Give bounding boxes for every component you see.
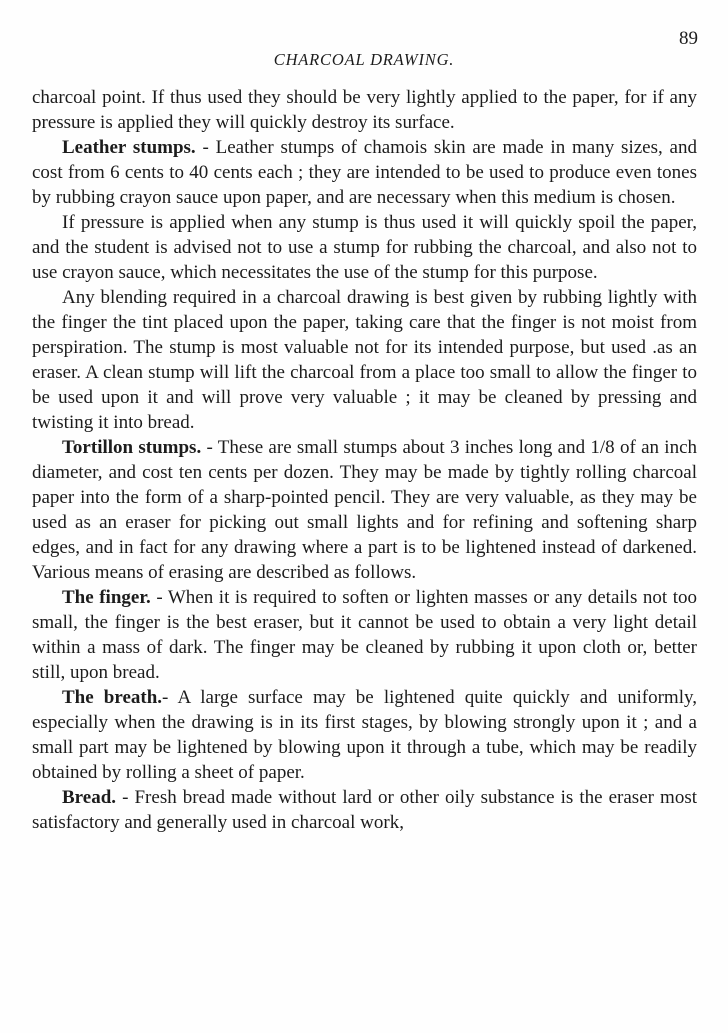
paragraph-lead: Bread.	[62, 787, 117, 808]
paragraph	[32, 285, 697, 435]
paragraph-text: - A large surface may be lightened quite quickly and uniformly, especially when the drawing is in its first stages, by blowing strongly upon it ; and a small part may be lightened by blowing upon it through a tube, which may be readily obtained by rolling a sheet of paper.	[32, 687, 697, 783]
paragraph-text: Any blending required in a charcoal drawing is best given by rubbing lightly with the finger the tint placed upon the paper, taking care that the finger is not moist from perspiration. The stump is most valuable not for its intended purpose, but used .as an eraser. A clean stump will lift the charcoal from a place too small to allow the finger to be used upon it and will prove very valuable ; it may be cleaned by pressing and twisting it into bread.	[32, 287, 697, 433]
page-number: 89	[679, 28, 698, 49]
paragraph-lead: Leather stumps.	[62, 137, 196, 158]
body-text	[32, 85, 697, 835]
paragraph-text: If pressure is applied when any stump is thus used it will quickly spoil the paper, and the student is advised not to use a stump for rubbing the charcoal, and also not to use crayon sauce, which necessitates the use of the stump for this purpose.	[32, 212, 697, 283]
paragraph-lead: The breath.	[62, 687, 163, 708]
paragraph-text: - These are small stumps about 3 inches long and 1/8 of an inch diameter, and cost ten cents per dozen. They may be made by tightly rolling charcoal paper into the form of a sharp-pointed pencil. They are very valuable, as they may be used as an eraser for picking out small lights and for refining and softening sharp edges, and in fact for any drawing where a part is to be lightened instead of darkened. Various means of erasing are described as follows.	[32, 437, 697, 583]
paragraph	[32, 785, 697, 835]
paragraph-text: - When it is required to soften or lighten masses or any details not too small, the finger is the best eraser, but it cannot be used to obtain a very light detail within a mass of dark. The finger may be cleaned by rubbing it upon cloth or, better still, upon bread.	[32, 587, 698, 683]
paragraph-lead: The finger.	[62, 587, 151, 608]
paragraph-text: - Fresh bread made without lard or other oily substance is the eraser most satisfactory and generally used in charcoal work,	[32, 787, 697, 833]
paragraph	[32, 85, 697, 135]
running-header-title: CHARCOAL DRAWING.	[273, 50, 455, 69]
paragraph-text: - Leather stumps of chamois skin are made in many sizes, and cost from 6 cents to 40 cents each ; they are intended to be used to produce even tones by rubbing crayon sauce upon paper, and are necessary when this medium is chosen.	[32, 137, 697, 208]
paragraph	[32, 685, 697, 785]
paragraph-lead: Tortillon stumps.	[62, 437, 202, 458]
paragraph	[32, 135, 697, 210]
paragraph	[32, 210, 697, 285]
paragraph	[32, 585, 697, 685]
paragraph	[32, 435, 697, 585]
paragraph-text: charcoal point. If thus used they should be very lightly applied to the paper, for if any pressure is applied they will quickly destroy its surface.	[32, 87, 697, 133]
